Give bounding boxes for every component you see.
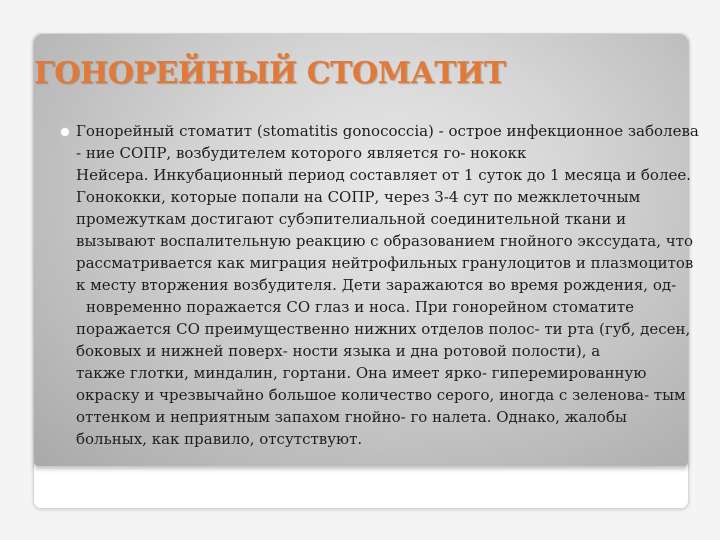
body-line: вызывают воспалительную реакцию с образованием гнойного экссудата, что	[76, 232, 694, 250]
body-line: Гонококки, которые попали на СОПР, через 3-4 сут по межклеточным	[76, 188, 641, 206]
body-line: поражается СО преимущественно нижних отделов полос- ти рта (губ, десен,	[76, 320, 691, 338]
body-line: окраску и чрезвычайно большое количество серого, иногда с зеленова- тым	[76, 386, 686, 404]
body-line: боковых и нижней поверх- ности языка и дна ротовой полости), а	[76, 342, 601, 360]
body-line: Гонорейный стоматит (stomatitis gonococcia) - острое инфекционное заболева	[76, 122, 699, 140]
body-line: Нейсера. Инкубационный период составляет от 1 суток до 1 месяца и более.	[76, 166, 691, 184]
body-line: - ние СОПР, возбудителем которого является го- нококк	[76, 144, 527, 162]
slide-content-area	[34, 34, 699, 466]
slide-body-text	[76, 120, 699, 450]
body-line: рассматривается как миграция нейтрофильных гранулоцитов и плазмоцитов	[76, 254, 694, 272]
body-line: больных, как правило, отсутствуют.	[76, 430, 363, 448]
slide-title: ГОНОРЕЙНЫЙ СТОМАТИТ	[34, 56, 506, 91]
bullet-dot-icon	[60, 127, 70, 137]
body-line: также глотки, миндалин, гортани. Она имеет ярко- гиперемированную	[76, 364, 647, 382]
body-line: промежуткам достигают субэпителиальной соединительной ткани и	[76, 210, 627, 228]
body-line: оттенком и неприятным запахом гнойно- го налета. Однако, жалобы	[76, 408, 627, 426]
slide-panel	[33, 33, 699, 509]
body-line: новременно поражается СО глаз и носа. При гонорейном стоматите	[86, 298, 635, 316]
body-line: к месту вторжения возбудителя. Дети заражаются во время рождения, од-	[76, 276, 677, 294]
